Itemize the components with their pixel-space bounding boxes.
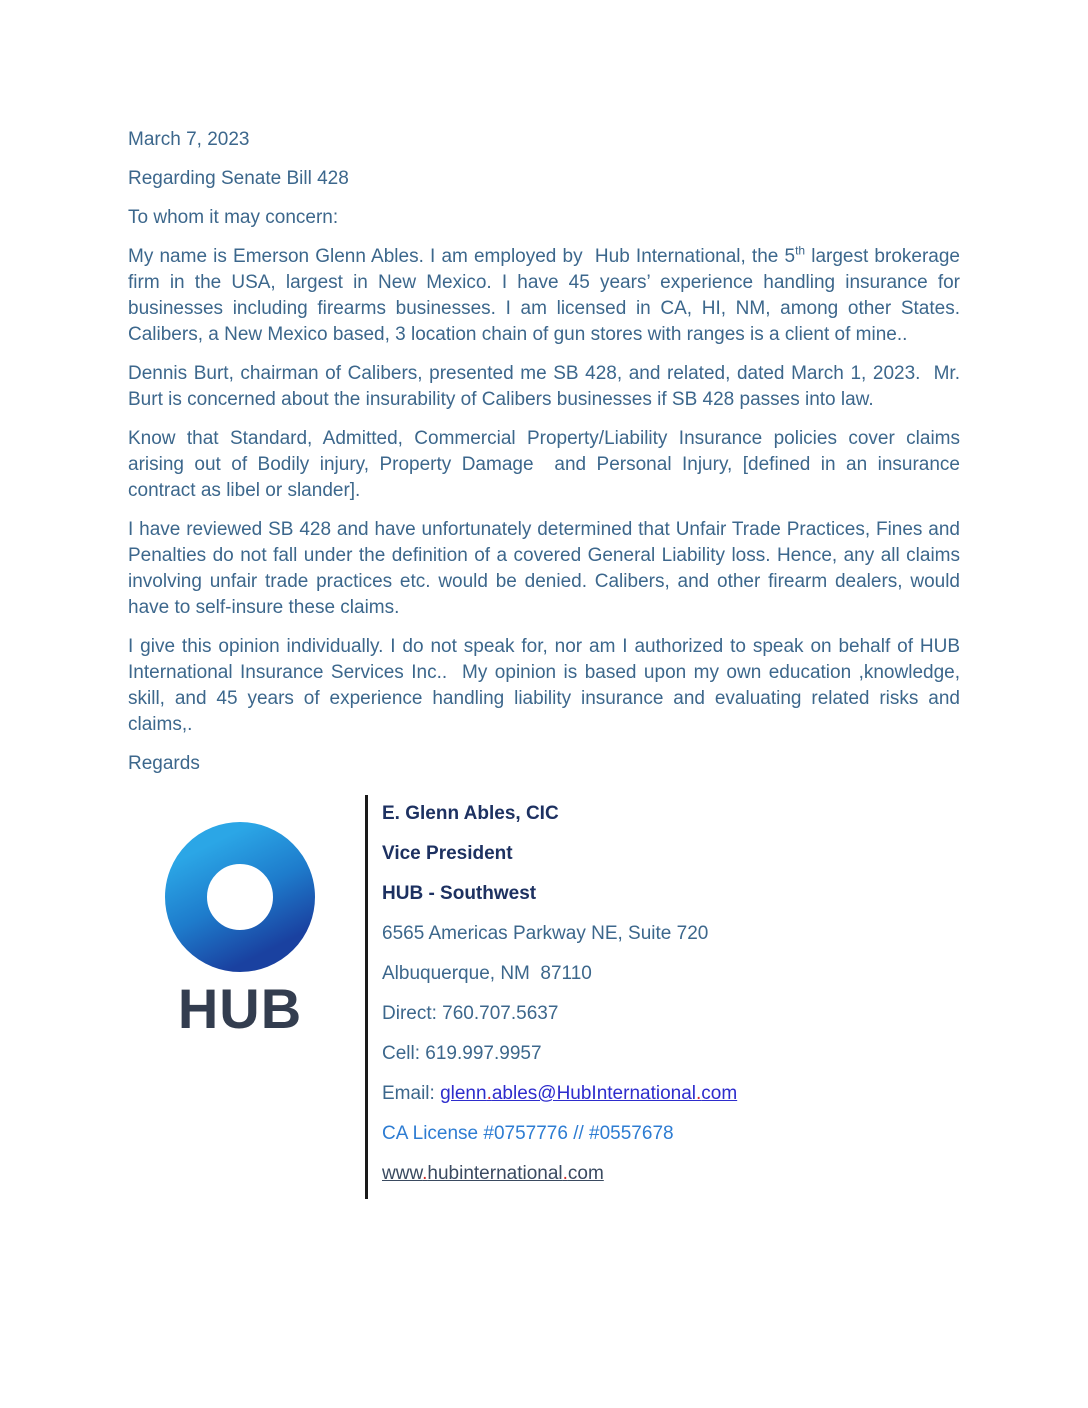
- signature-name: E. Glenn Ables, CIC: [382, 803, 559, 824]
- signature-address-line1: 6565 Americas Parkway NE, Suite 720: [382, 923, 709, 944]
- salutation: To whom it may concern:: [128, 207, 339, 228]
- email-label: Email:: [382, 1083, 441, 1104]
- signature-block: [128, 795, 1088, 1199]
- closing-line: Regards: [128, 753, 200, 774]
- paragraph-1-pre: My name is Emerson Glenn Ables. I am employed by Hub International, the 5: [128, 246, 796, 267]
- paragraph-1-post: largest brokerage firm in the USA, largest in New Mexico. I have 45 years’ experience handling insurance for businesses including firearms businesses. I am licensed in CA, HI, NM, among other States. Calibers, a New Mexico based, 3 location chain of gun stores with ranges is a client of mine..: [128, 246, 960, 345]
- signature-divider: [365, 795, 737, 1199]
- signature-direct-phone: Direct: 760.707.5637: [382, 1003, 559, 1024]
- hub-logo-wordmark: HUB: [177, 977, 303, 1040]
- email-dot: .: [486, 1083, 492, 1104]
- paragraph-4: I have reviewed SB 428 and have unfortunately determined that Unfair Trade Practices, Fines and Penalties do not fall under the definition of a covered General Liability loss. Hence, any all claims involving unfair trade practices etc. would be denied. Calibers, and other firearm dealers, would have to self-insure these claims.: [128, 519, 960, 618]
- hub-ring-icon: [165, 822, 315, 972]
- hub-logo-wrap: [165, 822, 315, 1040]
- website-line: [382, 1161, 737, 1187]
- signature-cell-phone: Cell: 619.997.9957: [382, 1043, 542, 1064]
- website-link[interactable]: [382, 1163, 604, 1184]
- license-line: CA License #0757776 // #0557678: [382, 1123, 674, 1144]
- email-dot: .: [696, 1083, 702, 1104]
- email-part: com: [701, 1083, 738, 1104]
- email-link[interactable]: [440, 1083, 737, 1104]
- website-part: www: [382, 1163, 423, 1184]
- paragraph-1: [128, 244, 960, 348]
- signature-email-line: [382, 1081, 737, 1107]
- paragraph-3: Know that Standard, Admitted, Commercial Property/Liability Insurance policies cover claims arising out of Bodily injury, Property Damage and Personal Injury, [defined in an insurance contract as libel or slander].: [128, 428, 960, 501]
- date-line: March 7, 2023: [128, 129, 250, 150]
- website-part: com: [567, 1163, 604, 1184]
- email-part: glenn: [440, 1083, 487, 1104]
- website-dot: .: [562, 1163, 568, 1184]
- signature-address-line2: Albuquerque, NM 87110: [382, 963, 592, 984]
- paragraph-2: Dennis Burt, chairman of Calibers, presented me SB 428, and related, dated March 1, 2023. Mr. Burt is concerned about the insurability of Calibers businesses if SB 428 passes into law.: [128, 363, 960, 410]
- signature-company: HUB - Southwest: [382, 883, 537, 904]
- superscript-th: th: [795, 243, 806, 258]
- subject-line: Regarding Senate Bill 428: [128, 168, 349, 189]
- website-dot: .: [422, 1163, 428, 1184]
- website-part: hubinternational: [427, 1163, 563, 1184]
- signature-title: Vice President: [382, 843, 513, 864]
- paragraph-5: I give this opinion individually. I do not speak for, nor am I authorized to speak on behalf of HUB International Insurance Services Inc.. My opinion is based upon my own education ,knowledge, skill, and 45 years of experience handling liability insurance and evaluating related risks and claims,.: [128, 636, 960, 735]
- email-part: ables@HubInternational: [491, 1083, 696, 1104]
- hub-logo: [128, 795, 365, 1040]
